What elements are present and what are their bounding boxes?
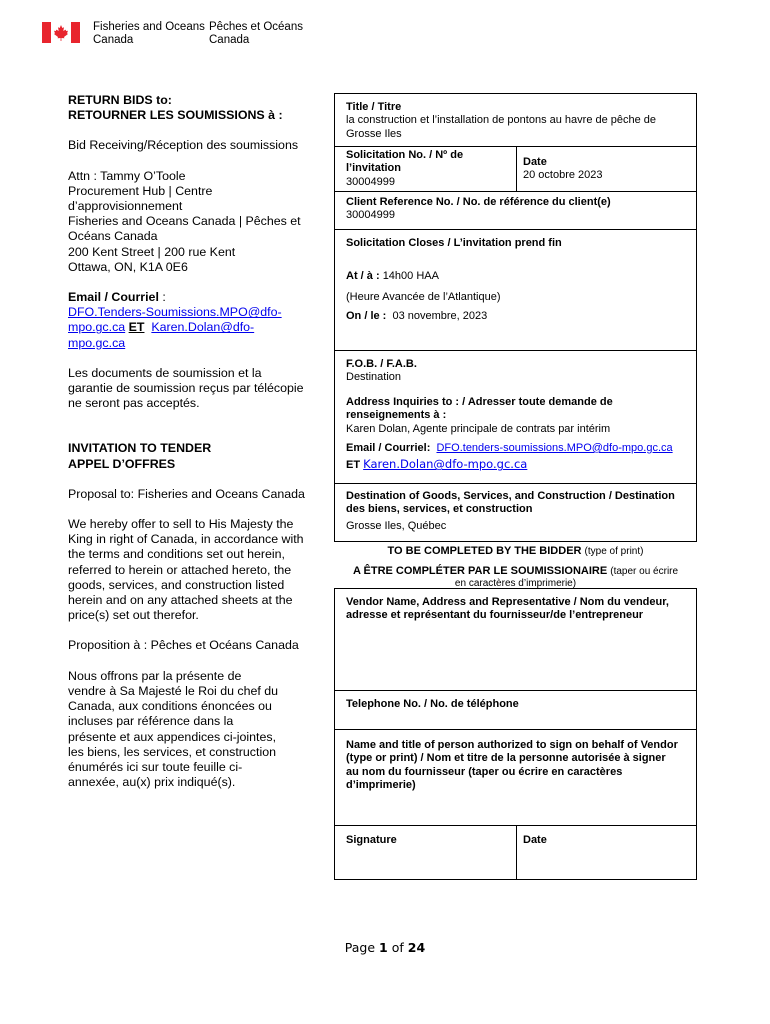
dept-line-1: Fisheries and Oceans Canada | Pêches et (68, 214, 301, 229)
tz-note-text: (Heure Avancée de l’Atlantique) (346, 291, 501, 303)
bidder-en-note: (type of print) (584, 546, 644, 557)
at-label: At / à : (346, 270, 380, 282)
offer-fr-line: annexée, au(x) prix indiqué(s). (68, 775, 236, 790)
offer-fr-line: vendre à Sa Majesté le Roi du chef du (68, 683, 279, 698)
bidder-fr-note-2: en caractères d’imprimerie) (454, 578, 577, 590)
offer-fr-line: énumérés ici sur toute feuille ci- (68, 759, 243, 774)
fob-cell (346, 358, 691, 385)
left-column (68, 93, 318, 790)
sol-no-label-1: Solicitation No. / Nº de (346, 149, 464, 161)
sol-no-value: 30004999 (346, 175, 395, 188)
dept-line-2: Océans Canada (68, 229, 158, 244)
address-line-1: 200 Kent Street | 200 rue Kent (68, 244, 236, 259)
divider (334, 729, 697, 730)
offer-en-line: herein and on any attached sheets at the (68, 593, 293, 608)
fax-notice-1: Les documents de soumission et la (68, 365, 262, 380)
closes-on (346, 310, 691, 323)
offer-fr-line: présente et aux appendices ci-jointes, (68, 729, 277, 744)
bid-receiving: Bid Receiving/Réception des soumissions (68, 138, 299, 153)
title-label: Title / Titre (346, 101, 402, 113)
email-heading (68, 290, 318, 305)
offer-en-line: goods, services, and construction listed (68, 577, 285, 592)
offer-en-line: King in right of Canada, in accordance with (68, 532, 304, 547)
department-name-en (93, 21, 205, 46)
page-number (0, 940, 770, 955)
closes-label-text: Solicitation Closes / L’invitation prend fin (346, 237, 562, 249)
fob-label: F.O.B. / F.A.B. (346, 358, 417, 370)
proposal-fr: Proposition à : Pêches et Océans Canada (68, 638, 299, 653)
divider (334, 350, 697, 351)
bidder-fr: A ÊTRE COMPLÉTER PAR LE SOUMISSIONAIRE (352, 565, 608, 577)
proposal-en: Proposal to: Fisheries and Oceans Canada (68, 486, 305, 501)
fax-notice-2: garantie de soumission reçus par télécopie (68, 381, 304, 396)
email-link-2-part-b[interactable]: mpo.gc.ca (68, 335, 126, 350)
offer-fr-line: les biens, les services, et construction (68, 744, 276, 759)
inquiries-label-1: Address Inquiries to : / Adresser toute demande de (346, 396, 613, 408)
procurement-line-2: d’approvisionnement (68, 199, 183, 214)
inquiries-cell (346, 396, 691, 436)
address-line-2: Ottawa, ON, K1A 0E6 (68, 259, 188, 274)
closes-at (346, 270, 691, 283)
client-ref-cell (346, 196, 691, 223)
fax-notice-3: ne seront pas acceptés. (68, 396, 200, 411)
inq-email-label: Email / Courriel: (346, 442, 431, 454)
email-link-1-part-a[interactable]: DFO.Tenders-Soumissions.MPO@dfo- (68, 305, 282, 320)
dest-value: Grosse Iles, Québec (346, 519, 447, 532)
sig-date-label: Date (523, 834, 547, 846)
closes-label (346, 237, 691, 250)
page-current: 1 (379, 940, 388, 955)
divider (516, 146, 517, 191)
dept-en-line-2: Canada (93, 33, 134, 46)
inq-email-link-1[interactable]: DFO.tenders-soumissions.MPO@dfo-mpo.gc.ca (436, 442, 673, 454)
offer-en-line: We hereby offer to sell to His Majesty the (68, 517, 294, 532)
title-value-line-2: Grosse Iles (346, 127, 402, 140)
dept-fr-line-1: Pêches et Océans (209, 21, 303, 33)
inquiries-label-2: renseignements à : (346, 409, 447, 422)
itt-fr: APPEL D’OFFRES (68, 456, 176, 471)
divider (334, 690, 697, 691)
page-of: of (391, 940, 404, 955)
vendor-label-1: Vendor Name, Address and Representative / Nom du vendeur, (346, 596, 669, 608)
signature-field[interactable] (346, 834, 511, 847)
bidder-fr-note-1: (taper ou écrire (610, 566, 679, 577)
inq-email-link-2[interactable]: Karen.Dolan@dfo-mpo.gc.ca (363, 457, 528, 472)
return-bids-en: RETURN BIDS to: (68, 93, 172, 107)
attn-line: Attn : Tammy O’Toole (68, 168, 186, 183)
date-label: Date (523, 156, 547, 168)
sol-no-label-2: l’invitation (346, 162, 401, 175)
page-total: 24 (407, 940, 426, 955)
offer-en-line: referred to herein or attached hereto, the (68, 562, 292, 577)
offer-fr-line: incluses par référence dans la (68, 714, 234, 729)
inquiries-email (346, 442, 696, 473)
return-bids-fr: RETOURNER LES SOUMISSIONS à : (68, 108, 283, 123)
offer-en-line: price(s) set out therefor. (68, 608, 199, 623)
dest-label-2: des biens, services, et construction (346, 503, 533, 516)
authorized-line-2: (type or print) / Nom et titre de la personne autorisée à signer (346, 752, 666, 765)
at-value: 14h00 HAA (382, 270, 439, 282)
authorized-line-3: au nom du fournisseur (taper ou écrire en caractères (346, 765, 623, 778)
dept-fr-line-2: Canada (209, 33, 250, 46)
email-separator: : (158, 290, 166, 305)
offer-en-line: the terms and conditions set out herein, (68, 547, 285, 562)
divider (334, 483, 697, 484)
offer-fr-line: Canada, aux conditions énoncées ou (68, 699, 272, 714)
page-word: Page (344, 940, 376, 955)
phone-label: Telephone No. / No. de téléphone (346, 698, 519, 710)
department-name-fr (209, 21, 303, 46)
inquiries-value: Karen Dolan, Agente principale de contrats par intérim (346, 422, 611, 435)
on-value: 03 novembre, 2023 (392, 310, 488, 322)
vendor-name-field[interactable] (346, 596, 691, 623)
canada-flag-icon (42, 22, 80, 43)
title-cell (346, 101, 691, 141)
telephone-field[interactable] (346, 698, 691, 711)
procurement-line-1: Procurement Hub | Centre (68, 183, 213, 198)
divider (516, 825, 517, 880)
signature-date-field[interactable] (523, 834, 688, 847)
solicitation-no-cell (346, 149, 511, 189)
client-ref-label: Client Reference No. / No. de référence du client(e) (346, 196, 611, 208)
email-et: ET (128, 320, 145, 335)
bidder-en: TO BE COMPLETED BY THE BIDDER (387, 545, 582, 557)
destination-cell (346, 490, 691, 533)
dept-en-line-1: Fisheries and Oceans (93, 21, 205, 33)
divider (334, 229, 697, 230)
dest-label-1: Destination of Goods, Services, and Construction / Destination (346, 490, 675, 502)
email-link-2-part-a[interactable]: Karen.Dolan@dfo- (151, 320, 255, 335)
divider (334, 191, 697, 192)
vendor-label-2: adresse et représentant du fournisseur/de l’entrepreneur (346, 609, 644, 622)
inq-et: ET (346, 459, 361, 472)
on-label: On / le : (346, 310, 387, 322)
client-ref-value: 30004999 (346, 209, 395, 222)
date-cell (523, 156, 693, 183)
signature-label: Signature (346, 834, 397, 846)
itt-en: INVITATION TO TENDER (68, 441, 212, 456)
authorized-line-4: d’imprimerie) (346, 778, 416, 791)
authorized-person-field[interactable] (346, 739, 696, 792)
email-link-1-part-b[interactable]: mpo.gc.ca (68, 320, 126, 335)
email-label: Email / Courriel (68, 290, 159, 305)
title-value-line-1: la construction et l’installation de pontons au havre de pêche de (346, 114, 657, 127)
authorized-line-1: Name and title of person authorized to sign on behalf of Vendor (346, 739, 678, 751)
fob-value: Destination (346, 371, 402, 384)
offer-fr-line: Nous offrons par la présente de (68, 668, 242, 683)
bidder-heading-fr (334, 565, 697, 589)
date-value: 20 octobre 2023 (523, 169, 603, 182)
tz-note (346, 291, 691, 304)
bidder-heading-en (334, 545, 697, 558)
